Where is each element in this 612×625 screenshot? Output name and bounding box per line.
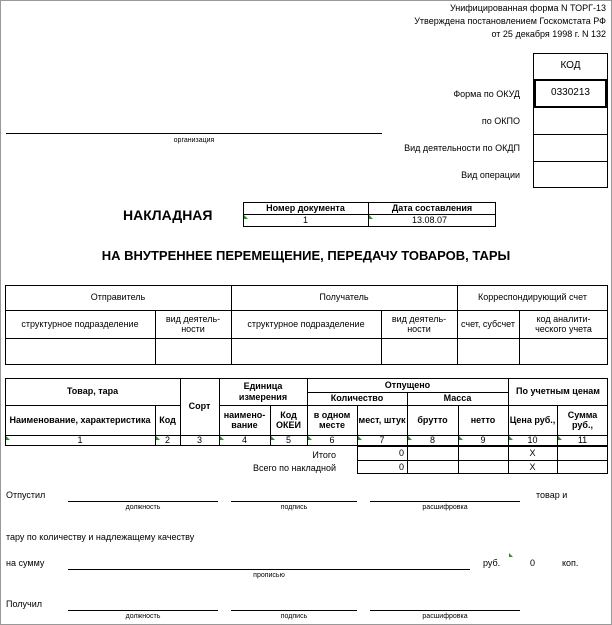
received-decoding-caption: расшифровка — [422, 613, 468, 620]
col-number-11: 11 — [577, 435, 588, 446]
tare-line: тару по количеству и надлежащему качеству — [6, 532, 195, 542]
total-places: 0 — [398, 448, 404, 458]
released-position-line — [68, 501, 218, 502]
doc-date-value: 13.08.07 — [412, 215, 448, 225]
okdp-label: Вид деятельности по ОКДП — [404, 143, 520, 153]
col-number-2: 2 — [164, 435, 170, 446]
price-header: Цена руб., — [509, 414, 556, 425]
approved-date: от 25 декабря 1998 г. N 132 — [491, 29, 606, 39]
receiver-header: Получатель — [319, 292, 369, 303]
codes-title: КОД — [560, 60, 581, 71]
received-position-line — [68, 610, 218, 611]
total-x-mark: X — [529, 448, 536, 458]
sender-activity: вид деятель-ности — [165, 313, 221, 334]
rub-label: руб. — [483, 558, 501, 568]
received-decoding-line — [370, 610, 520, 611]
col-number-5: 5 — [285, 435, 291, 446]
grade-header: Сорт — [188, 401, 211, 412]
net-header: нетто — [470, 414, 496, 425]
released-signature-line — [231, 501, 357, 502]
analytic-code-header: код аналити-ческого учета — [535, 313, 592, 334]
okpo-label: по ОКПО — [481, 116, 520, 126]
receiver-activity: вид деятель-ности — [391, 313, 447, 334]
rub-value: 0 — [530, 558, 536, 568]
col-number-3: 3 — [196, 435, 202, 446]
kop-label: коп. — [562, 558, 579, 568]
goods-and-label: товар и — [536, 490, 568, 500]
doc-number-header: Номер документа — [266, 203, 345, 213]
account-header: счет, субсчет — [461, 318, 515, 329]
corr-account-header: Корреспондирующий счет — [478, 292, 587, 303]
unit-header: Единица измерения — [238, 381, 288, 402]
grand-total-label: Всего по накладной — [252, 463, 336, 473]
gross-header: брутто — [417, 414, 448, 425]
sum-in-words-line — [68, 569, 470, 570]
in-words-caption: прописью — [253, 572, 285, 579]
sender-struct-division: структурное подразделение — [21, 318, 139, 329]
code-header: Код — [159, 414, 176, 425]
released-position-caption: должность — [125, 504, 161, 511]
organization-line — [6, 133, 382, 134]
total-label: Итого — [312, 450, 336, 460]
col-number-7: 7 — [379, 435, 385, 446]
doc-number-value: 1 — [302, 215, 308, 225]
sender-header: Отправитель — [90, 292, 146, 303]
approved-line: Утверждена постановлением Госкомстата РФ — [414, 16, 606, 26]
mass-header: Масса — [443, 393, 472, 404]
unit-name-header: наимено-вание — [223, 409, 266, 430]
col-number-1: 1 — [77, 435, 83, 446]
codes-box — [533, 53, 608, 188]
col-number-8: 8 — [429, 435, 435, 446]
col-number-9: 9 — [480, 435, 486, 446]
form-name: Унифицированная форма N ТОРГ-13 — [449, 3, 606, 13]
places-pieces-header: мест, штук — [358, 414, 406, 425]
col-number-4: 4 — [241, 435, 247, 446]
account-prices-header: По учетным ценам — [516, 386, 600, 397]
released-header: Отпущено — [384, 379, 431, 390]
released-signature-caption: подпись — [280, 504, 308, 511]
col-number-6: 6 — [329, 435, 335, 446]
organization-caption: организация — [173, 137, 215, 144]
okei-code-header: Код ОКЕИ — [276, 409, 301, 430]
operation-label: Вид операции — [461, 170, 520, 180]
doc-date-header: Дата составления — [391, 203, 473, 213]
doc-title: НАКЛАДНАЯ — [123, 207, 213, 223]
goods-tare-header: Товар, тара — [66, 386, 119, 397]
for-sum-label: на сумму — [6, 558, 45, 568]
received-signature-caption: подпись — [280, 613, 308, 620]
received-by-label: Получил — [6, 599, 42, 609]
name-char-header: Наименование, характеристика — [9, 414, 151, 425]
released-decoding-caption: расшифровка — [422, 504, 468, 511]
grand-total-x-mark: X — [529, 462, 536, 472]
grand-total-places: 0 — [398, 462, 404, 472]
okud-label: Форма по ОКУД — [453, 89, 520, 99]
col-number-10: 10 — [527, 435, 538, 446]
received-position-caption: должность — [125, 613, 161, 620]
quantity-header: Количество — [330, 393, 384, 404]
okud-value: 0330213 — [551, 87, 590, 98]
sum-header: Сумма руб., — [567, 409, 598, 430]
in-one-place-header: в одном месте — [313, 409, 351, 430]
doc-subtitle: НА ВНУТРЕННЕЕ ПЕРЕМЕЩЕНИЕ, ПЕРЕДАЧУ ТОВАРОВ, ТАРЫ — [101, 248, 511, 263]
released-decoding-line — [370, 501, 520, 502]
released-by-label: Отпустил — [6, 490, 46, 500]
receiver-struct-division: структурное подразделение — [247, 318, 365, 329]
received-signature-line — [231, 610, 357, 611]
